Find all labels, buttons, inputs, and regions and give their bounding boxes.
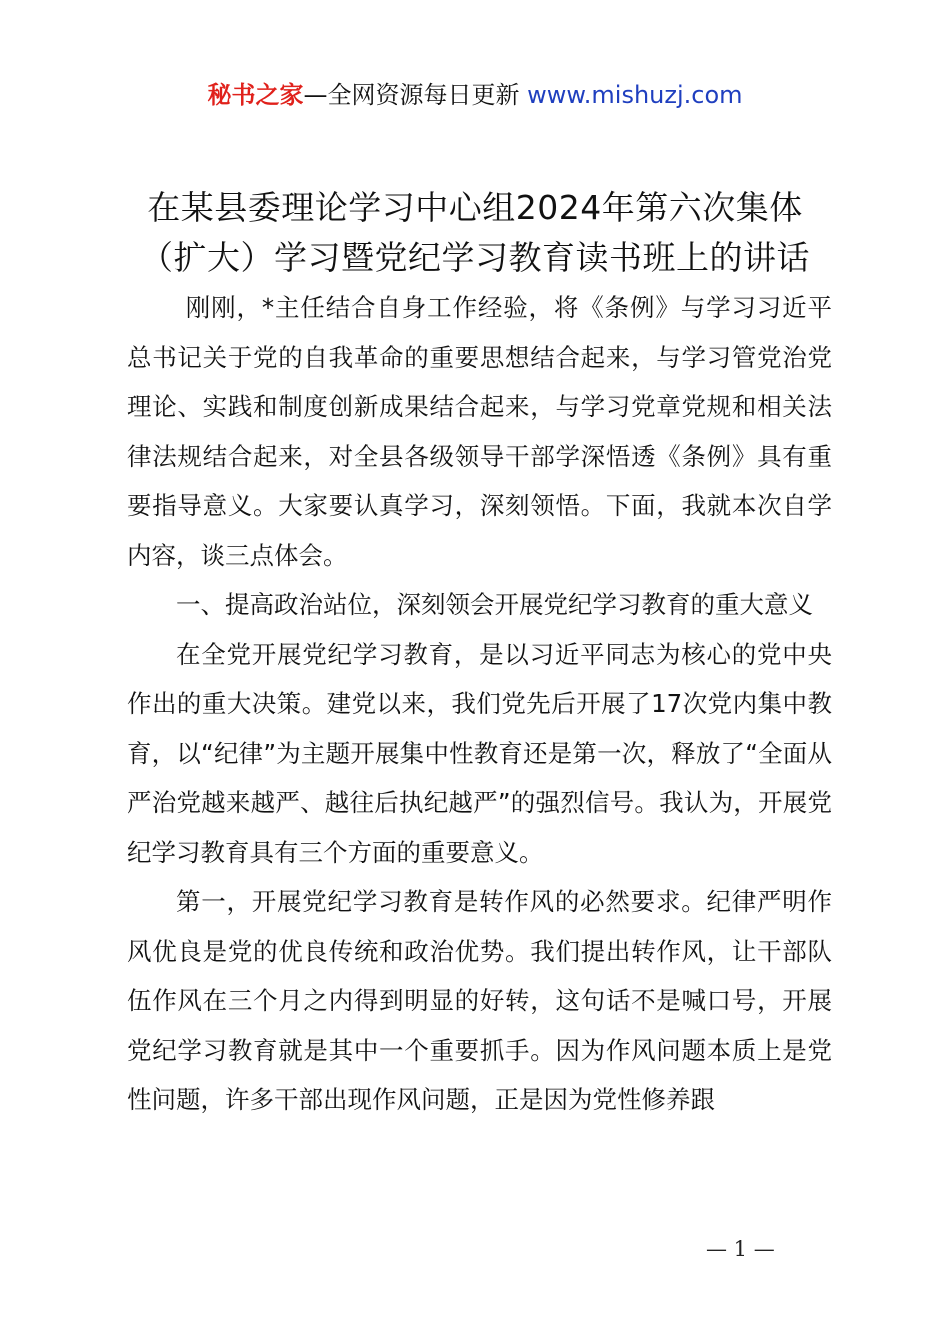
paragraph-intro: 刚刚，*主任结合自身工作经验，将《条例》与学习习近平总书记关于党的自我革命的重要思想结合起来，与学习管党治党理论、实践和制度创新成果结合起来，与学习党章党规和相关法律法规结合起来，对全县各级领导干部学深悟透《条例》具有重要指导意义。大家要认真学习，深刻领悟。下面，我就本次自学内容，谈三点体会。 (127, 293, 832, 570)
section-heading-1: 一、提高政治站位，深刻领会开展党纪学习教育的重大意义 (176, 590, 813, 619)
title-line-1: 在某县委理论学习中心组2024年第六次集体 (147, 188, 803, 227)
site-tagline: —全网资源每日更新 (303, 81, 520, 109)
title-line-2: （扩大）学习暨党纪学习教育读书班上的讲话 (140, 238, 810, 277)
paragraph-significance: 在全党开展党纪学习教育，是以习近平同志为核心的党中央作出的重大决策。建党以来，我们党先后开展了17次党内集中教育，以“纪律”为主题开展集中性教育还是第一次，释放了“全面从严治党越来越严、越往后执纪越严”的强烈信号。我认为，开展党纪学习教育具有三个方面的重要意义。 (127, 639, 832, 867)
paragraph-first-point: 第一，开展党纪学习教育是转作风的必然要求。纪律严明作风优良是党的优良传统和政治优势。我们提出转作风，让干部队伍作风在三个月之内得到明显的好转，这句话不是喊口号，开展党纪学习教育就是其中一个重要抓手。因为作风问题本质上是党性问题，许多干部出现作风问题，正是因为党性修养跟 (127, 887, 832, 1114)
document-body (127, 283, 832, 1125)
page-number: — 1 — (706, 1237, 775, 1261)
document-title (0, 183, 950, 283)
site-url-link[interactable]: www.mishuzj.com (527, 81, 743, 109)
site-brand: 秘书之家 (207, 81, 304, 109)
site-header (0, 78, 950, 112)
